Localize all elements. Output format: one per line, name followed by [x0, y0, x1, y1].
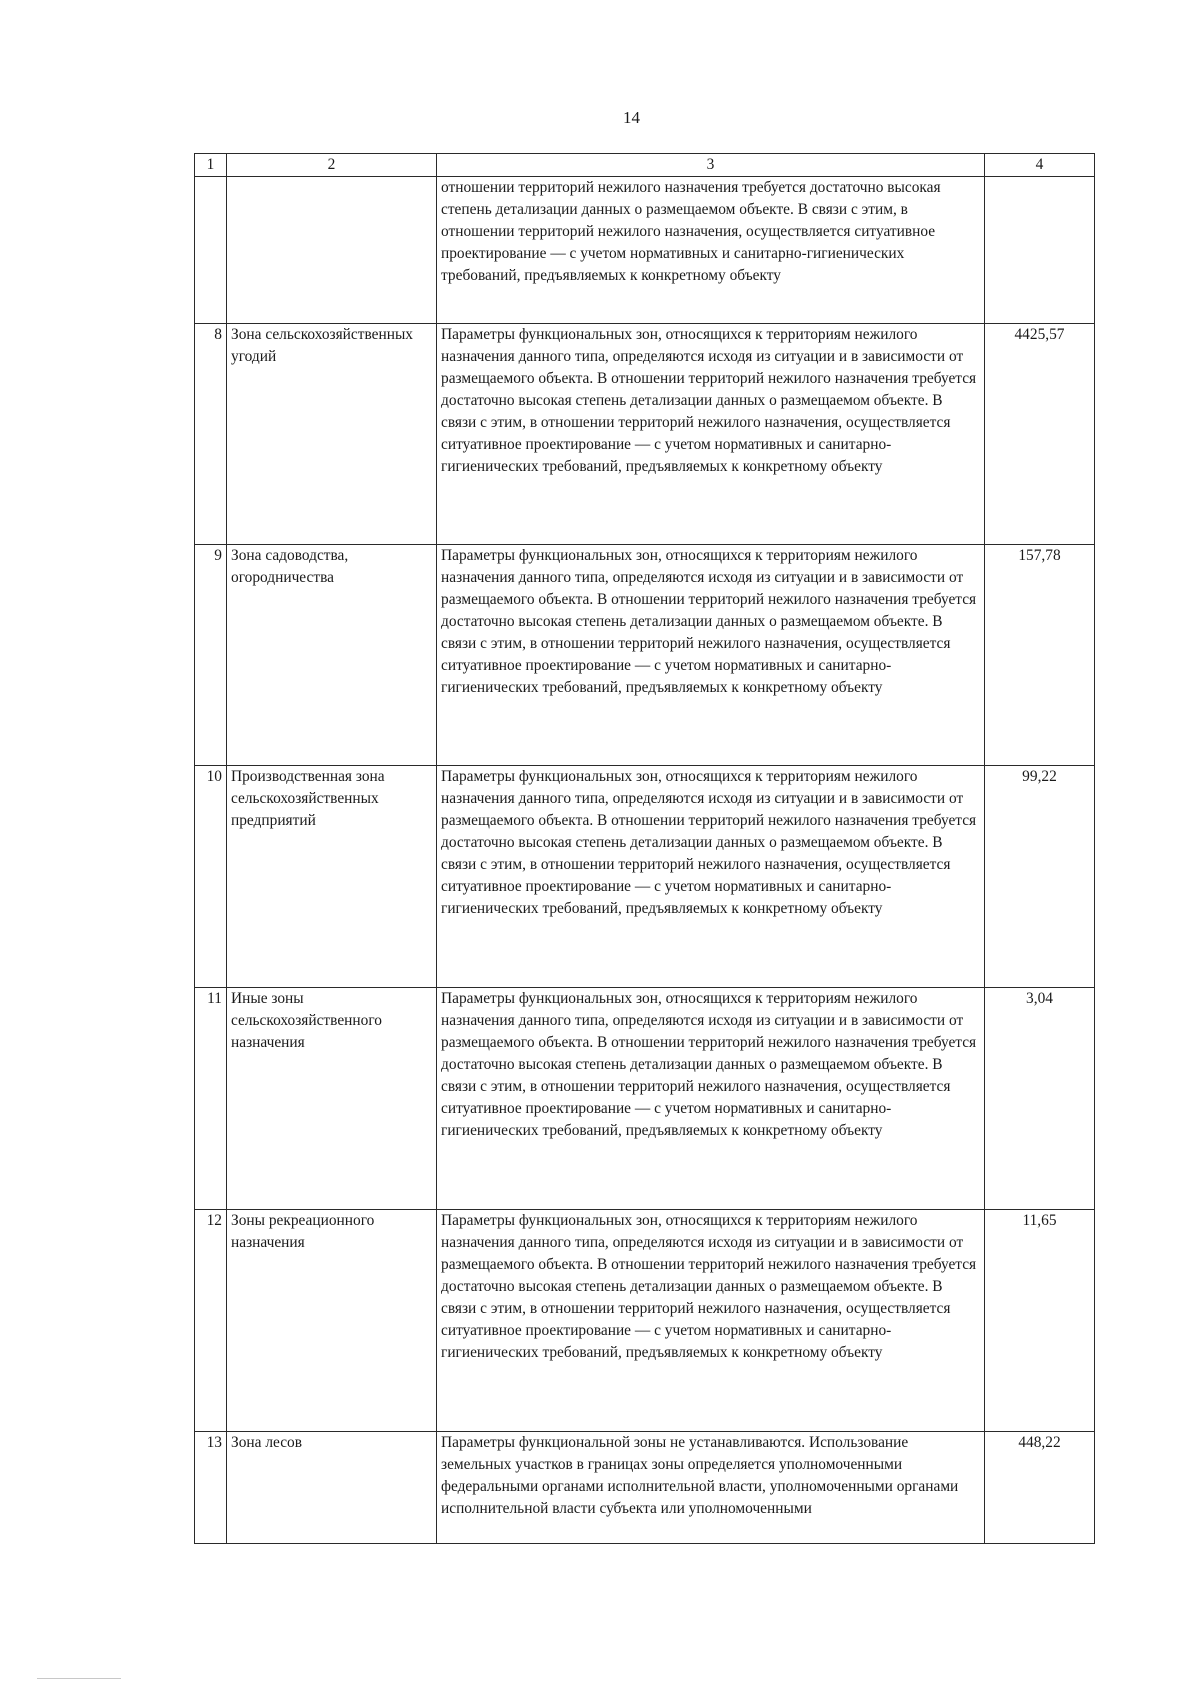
zone-name: Иные зоны сельскохозяйственного назначения	[227, 988, 437, 1210]
zone-name: Зона садоводства, огородничества	[227, 545, 437, 766]
table-row	[195, 177, 1095, 324]
table-header-row	[195, 154, 1095, 177]
zone-area: 448,22	[985, 1432, 1095, 1544]
page-number: 14	[623, 108, 640, 127]
zone-name: Зона лесов	[227, 1432, 437, 1544]
zone-area: 3,04	[985, 988, 1095, 1210]
zone-name: Производственная зона сельскохозяйственных предприятий	[227, 766, 437, 988]
table-row	[195, 988, 1095, 1210]
zone-name: Зоны рекреационного назначения	[227, 1210, 437, 1432]
zone-parameters: Параметры функциональных зон, относящихся к территориям нежилого назначения данного типа, определяются исходя из ситуации и в зависимости от размещаемого объекта. В отношении территорий нежилого назначения требуется достаточно высокая степень детализации данных о размещаемом объекте. В связи с этим, в отношении территорий нежилого назначения, осуществляется ситуативное проектирование — с учетом нормативных и санитарно-гигиенических требований, предъявляемых к конкретному объекту	[437, 1210, 985, 1432]
column-header-1: 1	[195, 154, 227, 177]
row-number	[195, 177, 227, 324]
zone-parameters: отношении территорий нежилого назначения требуется достаточно высокая степень детализации данных о размещаемом объекте. В связи с этим, в отношении территорий нежилого назначения, осуществляется ситуативное проектирование — с учетом нормативных и санитарно-гигиенических требований, предъявляемых к конкретному объекту	[437, 177, 985, 324]
zone-parameters: Параметры функциональных зон, относящихся к территориям нежилого назначения данного типа, определяются исходя из ситуации и в зависимости от размещаемого объекта. В отношении территорий нежилого назначения требуется достаточно высокая степень детализации данных о размещаемом объекте. В связи с этим, в отношении территорий нежилого назначения, осуществляется ситуативное проектирование — с учетом нормативных и санитарно-гигиенических требований, предъявляемых к конкретному объекту	[437, 766, 985, 988]
zone-parameters: Параметры функциональных зон, относящихся к территориям нежилого назначения данного типа, определяются исходя из ситуации и в зависимости от размещаемого объекта. В отношении территорий нежилого назначения требуется достаточно высокая степень детализации данных о размещаемом объекте. В связи с этим, в отношении территорий нежилого назначения, осуществляется ситуативное проектирование — с учетом нормативных и санитарно-гигиенических требований, предъявляемых к конкретному объекту	[437, 324, 985, 545]
table-row	[195, 1210, 1095, 1432]
table-row	[195, 1432, 1095, 1544]
row-number: 13	[195, 1432, 227, 1544]
zone-parameters: Параметры функциональных зон, относящихся к территориям нежилого назначения данного типа, определяются исходя из ситуации и в зависимости от размещаемого объекта. В отношении территорий нежилого назначения требуется достаточно высокая степень детализации данных о размещаемом объекте. В связи с этим, в отношении территорий нежилого назначения, осуществляется ситуативное проектирование — с учетом нормативных и санитарно-гигиенических требований, предъявляемых к конкретному объекту	[437, 988, 985, 1210]
zone-area: 99,22	[985, 766, 1095, 988]
zone-area	[985, 177, 1095, 324]
row-number: 10	[195, 766, 227, 988]
row-number: 12	[195, 1210, 227, 1432]
table-row	[195, 545, 1095, 766]
table-row	[195, 766, 1095, 988]
zone-name	[227, 177, 437, 324]
column-header-4: 4	[985, 154, 1095, 177]
row-number: 11	[195, 988, 227, 1210]
column-header-3: 3	[437, 154, 985, 177]
zone-area: 157,78	[985, 545, 1095, 766]
zone-area: 11,65	[985, 1210, 1095, 1432]
table-row	[195, 324, 1095, 545]
scan-artifact-line	[37, 1678, 121, 1679]
column-header-2: 2	[227, 154, 437, 177]
row-number: 8	[195, 324, 227, 545]
zone-area: 4425,57	[985, 324, 1095, 545]
row-number: 9	[195, 545, 227, 766]
functional-zones-table	[194, 153, 1095, 1544]
zone-parameters: Параметры функциональной зоны не устанавливаются. Использование земельных участков в границах зоны определяется уполномоченными федеральными органами исполнительной власти, уполномоченными органами исполнительной власти субъекта или уполномоченными	[437, 1432, 985, 1544]
zone-name: Зона сельскохозяйственных угодий	[227, 324, 437, 545]
zone-parameters: Параметры функциональных зон, относящихся к территориям нежилого назначения данного типа, определяются исходя из ситуации и в зависимости от размещаемого объекта. В отношении территорий нежилого назначения требуется достаточно высокая степень детализации данных о размещаемом объекте. В связи с этим, в отношении территорий нежилого назначения, осуществляется ситуативное проектирование — с учетом нормативных и санитарно-гигиенических требований, предъявляемых к конкретному объекту	[437, 545, 985, 766]
